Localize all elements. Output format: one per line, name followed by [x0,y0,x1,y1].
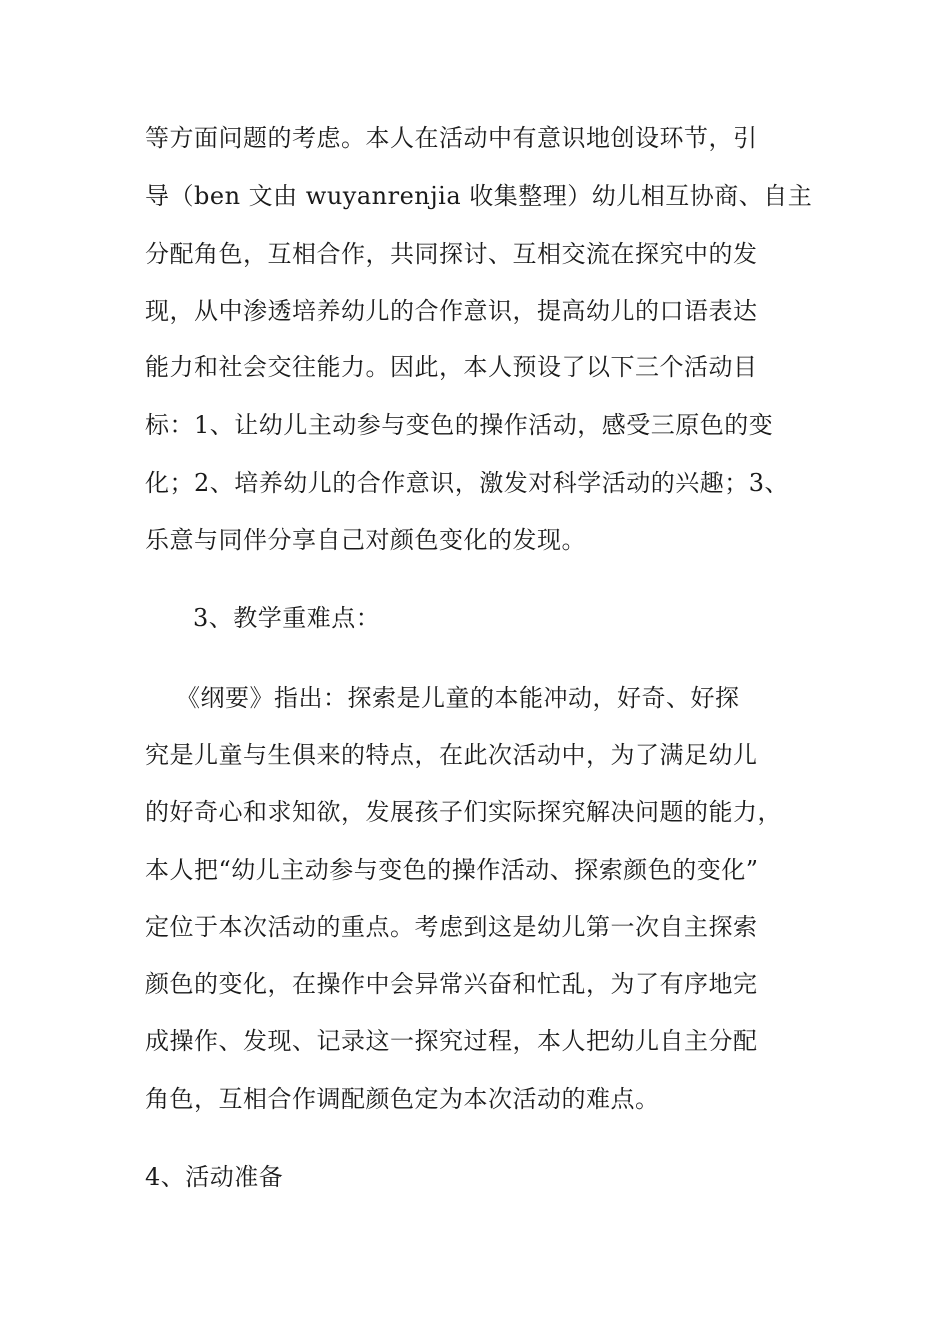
paragraph-1-line-8: 乐意与同伴分享自己对颜色变化的发现。 [145,526,586,554]
paragraph-2-line-3: 的好奇心和求知欲，发展孩子们实际探究解决问题的能力， [145,798,782,826]
paragraph-2-line-1: 《纲要》指出：探索是儿童的本能冲动，好奇、好探 [176,684,740,712]
paragraph-1-line-6: 标：1、让幼儿主动参与变色的操作活动，感受三原色的变 [145,411,774,439]
paragraph-2-line-5: 定位于本次活动的重点。考虑到这是幼儿第一次自主探索 [145,913,758,941]
paragraph-1-line-2: 导（ben 文由 wuyanrenjia 收集整理）幼儿相互协商、自主 [145,182,813,210]
section-heading-4: 4、活动准备 [145,1163,284,1191]
paragraph-1-line-4: 现，从中渗透培养幼儿的合作意识，提高幼儿的口语表达 [145,297,758,325]
paragraph-1-line-1: 等方面问题的考虑。本人在活动中有意识地创设环节，引 [145,124,758,152]
paragraph-1-line-7: 化；2、培养幼儿的合作意识，激发对科学活动的兴趣；3、 [145,469,790,497]
paragraph-1-line-3: 分配角色，互相合作，共同探讨、互相交流在探究中的发 [145,240,758,268]
paragraph-2-line-8: 角色，互相合作调配颜色定为本次活动的难点。 [145,1085,660,1113]
section-heading-3: 3、教学重难点： [193,604,381,632]
paragraph-2-line-4: 本人把“幼儿主动参与变色的操作活动、探索颜色的变化” [145,856,759,884]
paragraph-2-line-7: 成操作、发现、记录这一探究过程，本人把幼儿自主分配 [145,1027,758,1055]
paragraph-2-line-6: 颜色的变化，在操作中会异常兴奋和忙乱，为了有序地完 [145,970,758,998]
paragraph-1-line-5: 能力和社会交往能力。因此，本人预设了以下三个活动目 [145,353,758,381]
paragraph-2-line-2: 究是儿童与生俱来的特点，在此次活动中，为了满足幼儿 [145,741,758,769]
